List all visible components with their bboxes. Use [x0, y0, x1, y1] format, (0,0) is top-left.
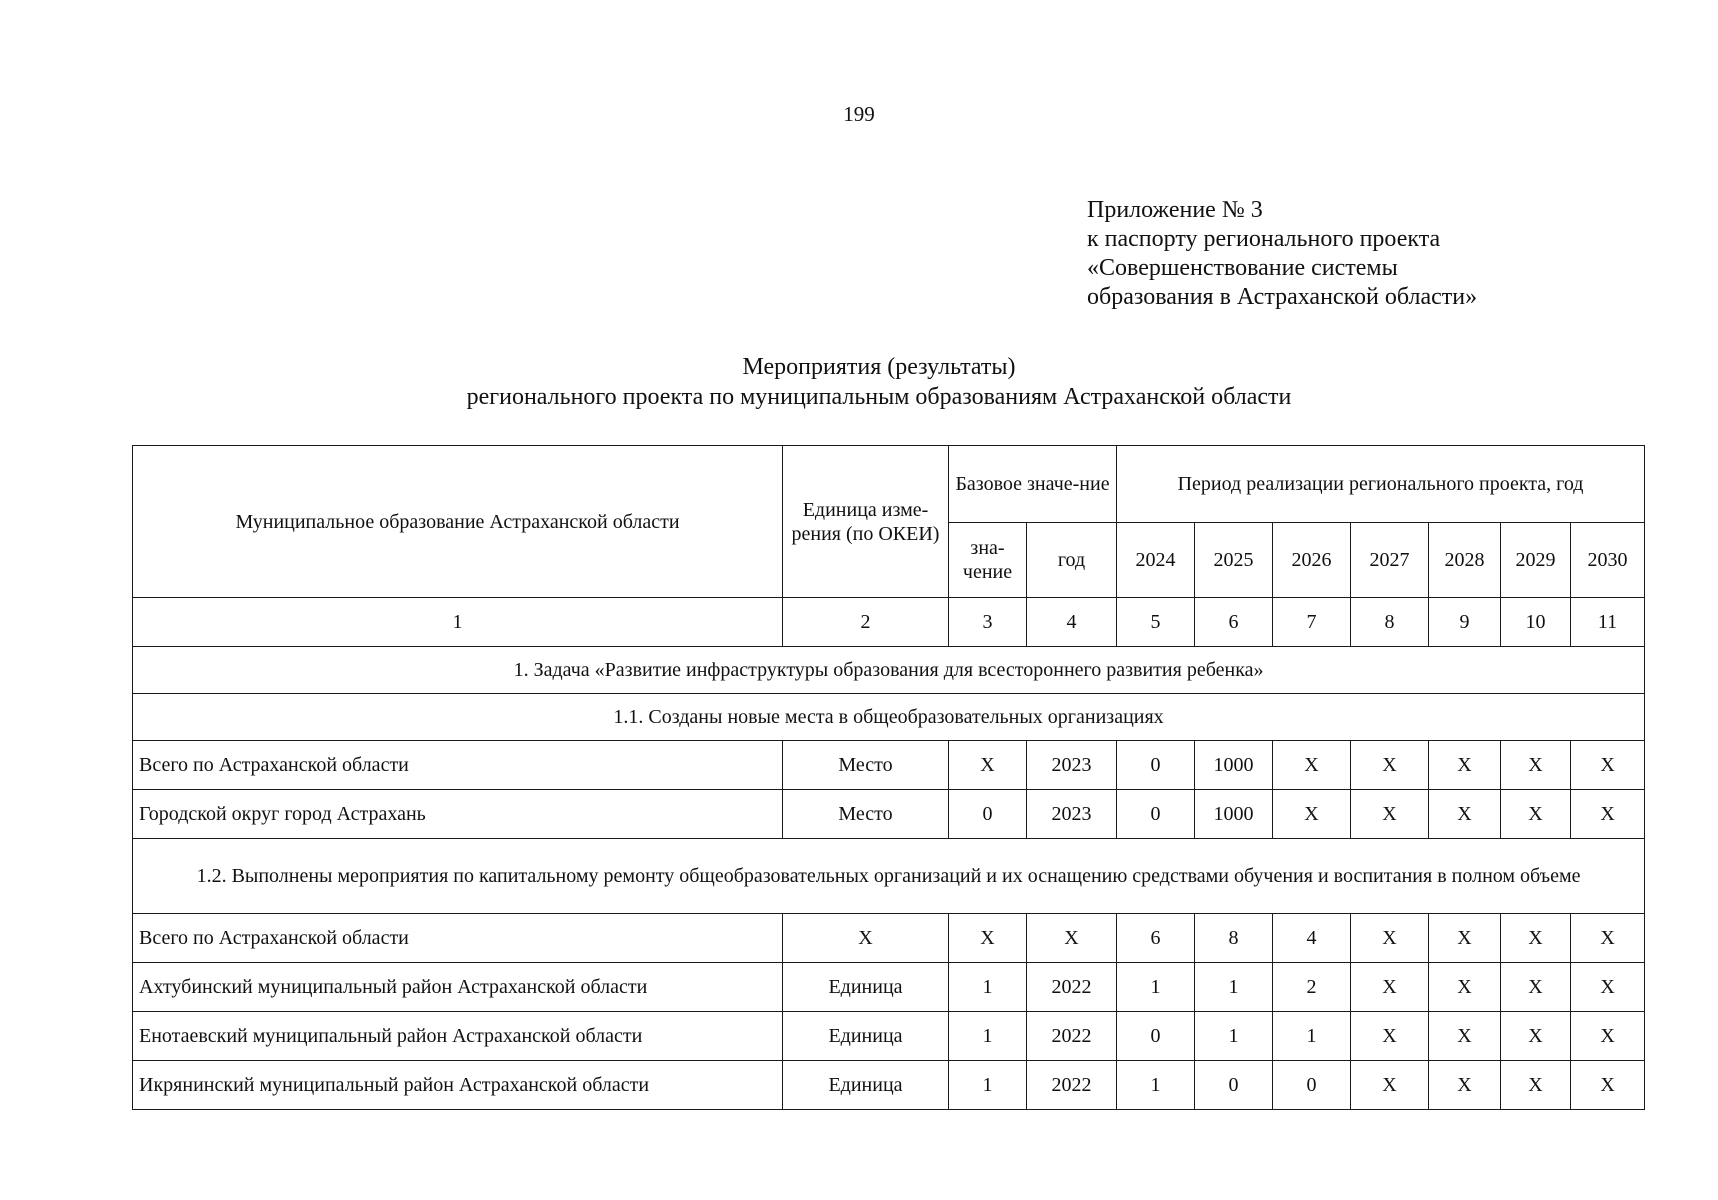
value-cell: X: [1571, 1061, 1645, 1110]
value-cell: 0: [1195, 1061, 1273, 1110]
header-row: [133, 446, 1645, 523]
value-cell: X: [1571, 963, 1645, 1012]
value-cell: X: [1429, 963, 1501, 1012]
table-row: [133, 741, 1645, 790]
appendix-line: к паспорту регионального проекта: [1087, 226, 1441, 252]
table-row: [133, 963, 1645, 1012]
appendix-line: Приложение № 3: [1087, 197, 1263, 223]
header-base-year: год: [1027, 523, 1117, 598]
header-period: Период реализации регионального проекта, год: [1117, 446, 1645, 523]
header-year: 2025: [1195, 523, 1273, 598]
value-cell: 1: [1117, 963, 1195, 1012]
column-number: 11: [1571, 598, 1645, 647]
value-cell: 1: [1195, 1012, 1273, 1061]
value-cell: X: [1501, 963, 1571, 1012]
column-number: 1: [133, 598, 783, 647]
value-cell: Единица: [783, 1061, 949, 1110]
value-cell: X: [1027, 914, 1117, 963]
value-cell: X: [1273, 741, 1351, 790]
value-cell: X: [1429, 741, 1501, 790]
value-cell: X: [1351, 963, 1429, 1012]
header-year: 2024: [1117, 523, 1195, 598]
value-cell: X: [1571, 741, 1645, 790]
document-title: [0, 352, 1718, 412]
value-cell: X: [1571, 790, 1645, 839]
table-row: [133, 790, 1645, 839]
header-year: 2028: [1429, 523, 1501, 598]
section-row-task: [133, 647, 1645, 694]
header-base-value: зна-чение: [949, 523, 1027, 598]
municipality-cell: Всего по Астраханской области: [133, 914, 783, 963]
value-cell: 0: [949, 790, 1027, 839]
column-number: 4: [1027, 598, 1117, 647]
section-row-1-1: [133, 694, 1645, 741]
column-number: 5: [1117, 598, 1195, 647]
municipality-cell: Енотаевский муниципальный район Астраханской области: [133, 1012, 783, 1061]
column-number: 7: [1273, 598, 1351, 647]
section-title: 1.2. Выполнены мероприятия по капитальному ремонту общеобразовательных организаций и их оснащению средствами обучения и воспитания в полном объеме: [133, 839, 1645, 914]
value-cell: 8: [1195, 914, 1273, 963]
title-line: Мероприятия (результаты): [742, 354, 1016, 380]
header-year: 2029: [1501, 523, 1571, 598]
value-cell: 1: [1117, 1061, 1195, 1110]
value-cell: 2022: [1027, 963, 1117, 1012]
column-number: 3: [949, 598, 1027, 647]
value-cell: X: [1351, 1012, 1429, 1061]
table-row: [133, 1012, 1645, 1061]
header-year: 2026: [1273, 523, 1351, 598]
value-cell: X: [1429, 1061, 1501, 1110]
section-title: 1. Задача «Развитие инфраструктуры образования для всестороннего развития ребенка»: [133, 647, 1645, 694]
value-cell: X: [1351, 1061, 1429, 1110]
value-cell: 1: [949, 1061, 1027, 1110]
value-cell: X: [1501, 1061, 1571, 1110]
value-cell: 2: [1273, 963, 1351, 1012]
municipality-cell: Икрянинский муниципальный район Астраханской области: [133, 1061, 783, 1110]
value-cell: X: [1429, 790, 1501, 839]
value-cell: X: [1429, 914, 1501, 963]
title-line: регионального проекта по муниципальным образованиям Астраханской области: [466, 384, 1292, 410]
appendix-line: образования в Астраханской области»: [1087, 284, 1478, 310]
group2-rows: [133, 914, 1645, 1110]
municipality-cell: Ахтубинский муниципальный район Астраханской области: [133, 963, 783, 1012]
value-cell: X: [1571, 1012, 1645, 1061]
table-row: [133, 914, 1645, 963]
header-year: 2027: [1351, 523, 1429, 598]
section-row-1-2: [133, 839, 1645, 914]
group1-rows: [133, 741, 1645, 839]
value-cell: X: [1429, 1012, 1501, 1061]
value-cell: X: [949, 914, 1027, 963]
value-cell: 2023: [1027, 741, 1117, 790]
value-cell: X: [1273, 790, 1351, 839]
value-cell: Единица: [783, 963, 949, 1012]
value-cell: Единица: [783, 1012, 949, 1061]
value-cell: 0: [1117, 741, 1195, 790]
column-number: 10: [1501, 598, 1571, 647]
appendix-line: «Совершенствование системы: [1087, 255, 1398, 281]
section-title: 1.1. Созданы новые места в общеобразовательных организациях: [133, 694, 1645, 741]
value-cell: 1: [949, 1012, 1027, 1061]
value-cell: X: [1501, 1012, 1571, 1061]
page-number: 199: [843, 102, 875, 126]
header-unit: Единица изме-рения (по ОКЕИ): [783, 446, 949, 598]
municipality-cell: Городской округ город Астрахань: [133, 790, 783, 839]
header-year: 2030: [1571, 523, 1645, 598]
header-base: Базовое значе-ние: [949, 446, 1117, 523]
value-cell: 2023: [1027, 790, 1117, 839]
value-cell: 1: [1273, 1012, 1351, 1061]
value-cell: X: [1501, 741, 1571, 790]
value-cell: 1: [949, 963, 1027, 1012]
value-cell: X: [1351, 741, 1429, 790]
value-cell: 6: [1117, 914, 1195, 963]
value-cell: 4: [1273, 914, 1351, 963]
value-cell: 2022: [1027, 1061, 1117, 1110]
municipality-cell: Всего по Астраханской области: [133, 741, 783, 790]
value-cell: X: [949, 741, 1027, 790]
results-table: [132, 445, 1645, 1110]
value-cell: X: [1351, 914, 1429, 963]
value-cell: Место: [783, 790, 949, 839]
value-cell: X: [783, 914, 949, 963]
appendix-block: [1087, 196, 1477, 312]
value-cell: X: [1351, 790, 1429, 839]
value-cell: X: [1501, 790, 1571, 839]
value-cell: Место: [783, 741, 949, 790]
value-cell: 1000: [1195, 790, 1273, 839]
column-number: 2: [783, 598, 949, 647]
value-cell: X: [1571, 914, 1645, 963]
value-cell: 1: [1195, 963, 1273, 1012]
column-number: 8: [1351, 598, 1429, 647]
column-number-row: [133, 598, 1645, 647]
column-number: 9: [1429, 598, 1501, 647]
value-cell: X: [1501, 914, 1571, 963]
value-cell: 2022: [1027, 1012, 1117, 1061]
value-cell: 0: [1117, 1012, 1195, 1061]
header-municipality: Муниципальное образование Астраханской области: [133, 446, 783, 598]
value-cell: 0: [1273, 1061, 1351, 1110]
table-row: [133, 1061, 1645, 1110]
column-number: 6: [1195, 598, 1273, 647]
value-cell: 0: [1117, 790, 1195, 839]
value-cell: 1000: [1195, 741, 1273, 790]
